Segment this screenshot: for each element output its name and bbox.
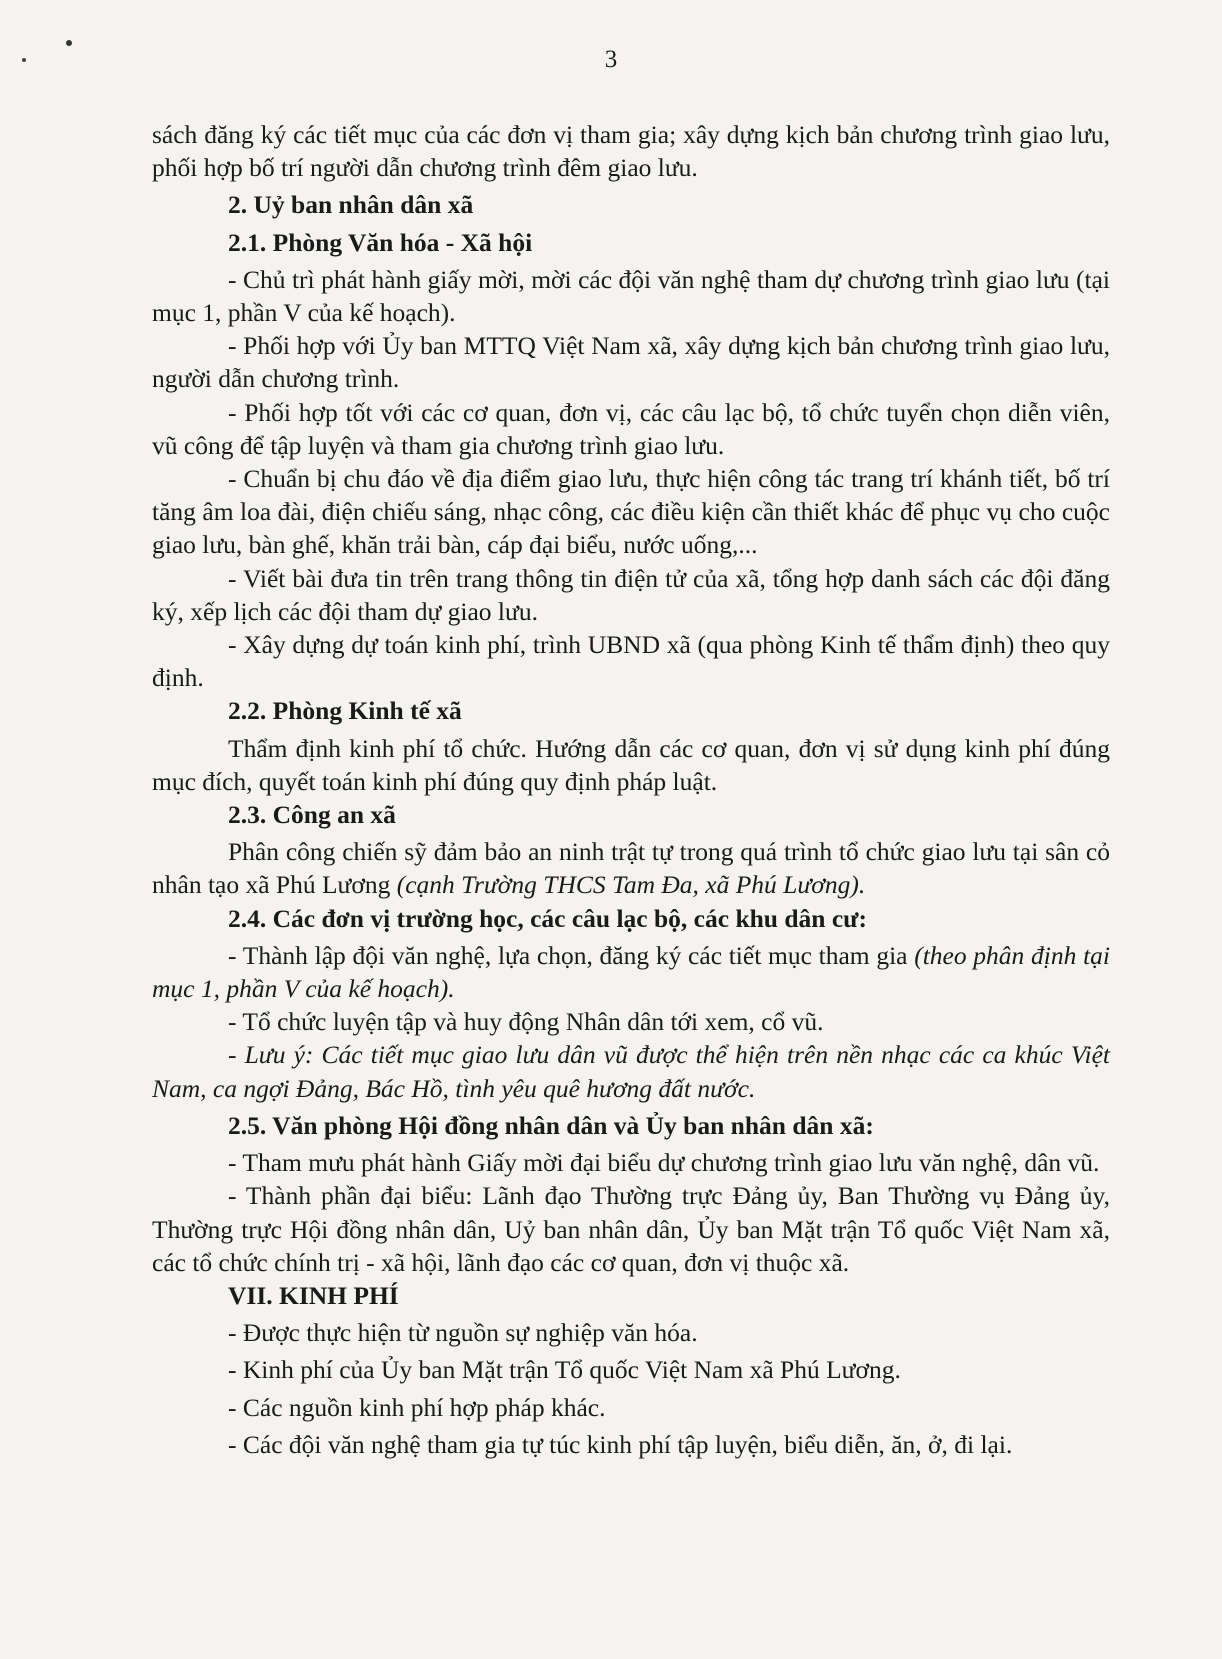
page-number: 3 bbox=[604, 46, 618, 73]
subsection-heading: 2.3. Công an xã bbox=[228, 800, 396, 830]
paragraph: - Tổ chức luyện tập và huy động Nhân dân tới xem, cổ vũ. bbox=[228, 1007, 824, 1037]
paragraph: - Viết bài đưa tin trên trang thông tin điện tử của xã, tổng hợp danh sách các đội đăng ký, xếp lịch các đội tham dự giao lưu. bbox=[152, 563, 1110, 626]
paragraph: - Các đội văn nghệ tham gia tự túc kinh phí tập luyện, biểu diễn, ăn, ở, đi lại. bbox=[228, 1429, 1013, 1459]
section-heading: VII. KINH PHÍ bbox=[228, 1280, 399, 1310]
paragraph: - Chủ trì phát hành giấy mời, mời các đội văn nghệ tham dự chương trình giao lưu (tại mục 1, phần V của kế hoạch). bbox=[152, 264, 1110, 328]
paragraph: - Thành phần đại biểu: Lãnh đạo Thường trực Đảng ủy, Ban Thường vụ Đảng ủy, Thường trực Hội đồng nhân dân, Uỷ ban nhân dân, Ủy ban Mặt trận Tổ quốc Việt Nam xã, các tổ chức chính trị - xã hội, lãnh đạo các cơ quan, đơn vị thuộc xã. bbox=[152, 1181, 1110, 1277]
paragraph bbox=[152, 835, 1110, 901]
subsection-heading: 2.2. Phòng Kinh tế xã bbox=[228, 696, 462, 726]
paragraph: - Xây dựng dự toán kinh phí, trình UBND xã (qua phòng Kinh tế thẩm định) theo quy định. bbox=[152, 630, 1110, 693]
paragraph: - Chuẩn bị chu đáo về địa điểm giao lưu, thực hiện công tác trang trí khánh tiết, bố trí tăng âm loa đài, điện chiếu sáng, nhạc công, các điều kiện cần thiết khác để phục vụ cho cuộc giao lưu, bàn ghế, khăn trải bàn, cáp đại biểu, nước uống,... bbox=[152, 464, 1110, 560]
paragraph: - Được thực hiện từ nguồn sự nghiệp văn hóa. bbox=[228, 1318, 698, 1348]
paragraph: sách đăng ký các tiết mục của các đơn vị tham gia; xây dựng kịch bản chương trình giao lưu, phối hợp bố trí người dẫn chương trình đêm giao lưu. bbox=[152, 120, 1110, 183]
document-body bbox=[152, 118, 1110, 1461]
paragraph-italic-note: (theo phân định tại mục 1, phần V của kế hoạch). bbox=[152, 940, 1110, 1004]
paragraph: Thẩm định kinh phí tổ chức. Hướng dẫn các cơ quan, đơn vị sử dụng kinh phí đúng mục đích, quyết toán kinh phí đúng quy định pháp luật. bbox=[152, 733, 1110, 796]
subsection-heading: 2.4. Các đơn vị trường học, các câu lạc bộ, các khu dân cư: bbox=[228, 903, 867, 933]
paragraph-text: Phân công chiến sỹ đảm bảo an ninh trật tự trong quá trình tổ chức giao lưu tại sân cỏ nhân tạo xã Phú Lương bbox=[152, 837, 1110, 900]
subsection-heading: 2.5. Văn phòng Hội đồng nhân dân và Ủy ban nhân dân xã: bbox=[228, 1110, 874, 1140]
paragraph-italic-note: (cạnh Trường THCS Tam Đa, xã Phú Lương). bbox=[396, 870, 866, 900]
paragraph: - Phối hợp tốt với các cơ quan, đơn vị, các câu lạc bộ, tổ chức tuyển chọn diễn viên, vũ công để tập luyện và tham gia chương trình giao lưu. bbox=[152, 397, 1110, 460]
paragraph-text: - Thành lập đội văn nghệ, lựa chọn, đăng ký các tiết mục tham gia bbox=[228, 940, 915, 970]
paragraph: - Phối hợp với Ủy ban MTTQ Việt Nam xã, xây dựng kịch bản chương trình giao lưu, người dẫn chương trình. bbox=[152, 331, 1110, 394]
paragraph bbox=[152, 939, 1110, 1005]
section-heading: 2. Uỷ ban nhân dân xã bbox=[228, 190, 474, 220]
subsection-heading: 2.1. Phòng Văn hóa - Xã hội bbox=[228, 227, 533, 257]
paragraph: - Tham mưu phát hành Giấy mời đại biểu dự chương trình giao lưu văn nghệ, dân vũ. bbox=[228, 1148, 1100, 1178]
paragraph: - Kinh phí của Ủy ban Mặt trận Tổ quốc Việt Nam xã Phú Lương. bbox=[228, 1355, 901, 1385]
note-paragraph: - Lưu ý: Các tiết mục giao lưu dân vũ được thể hiện trên nền nhạc các ca khúc Việt Nam, ca ngợi Đảng, Bác Hồ, tình yêu quê hương đất nước. bbox=[152, 1040, 1110, 1103]
paragraph: - Các nguồn kinh phí hợp pháp khác. bbox=[228, 1392, 606, 1422]
